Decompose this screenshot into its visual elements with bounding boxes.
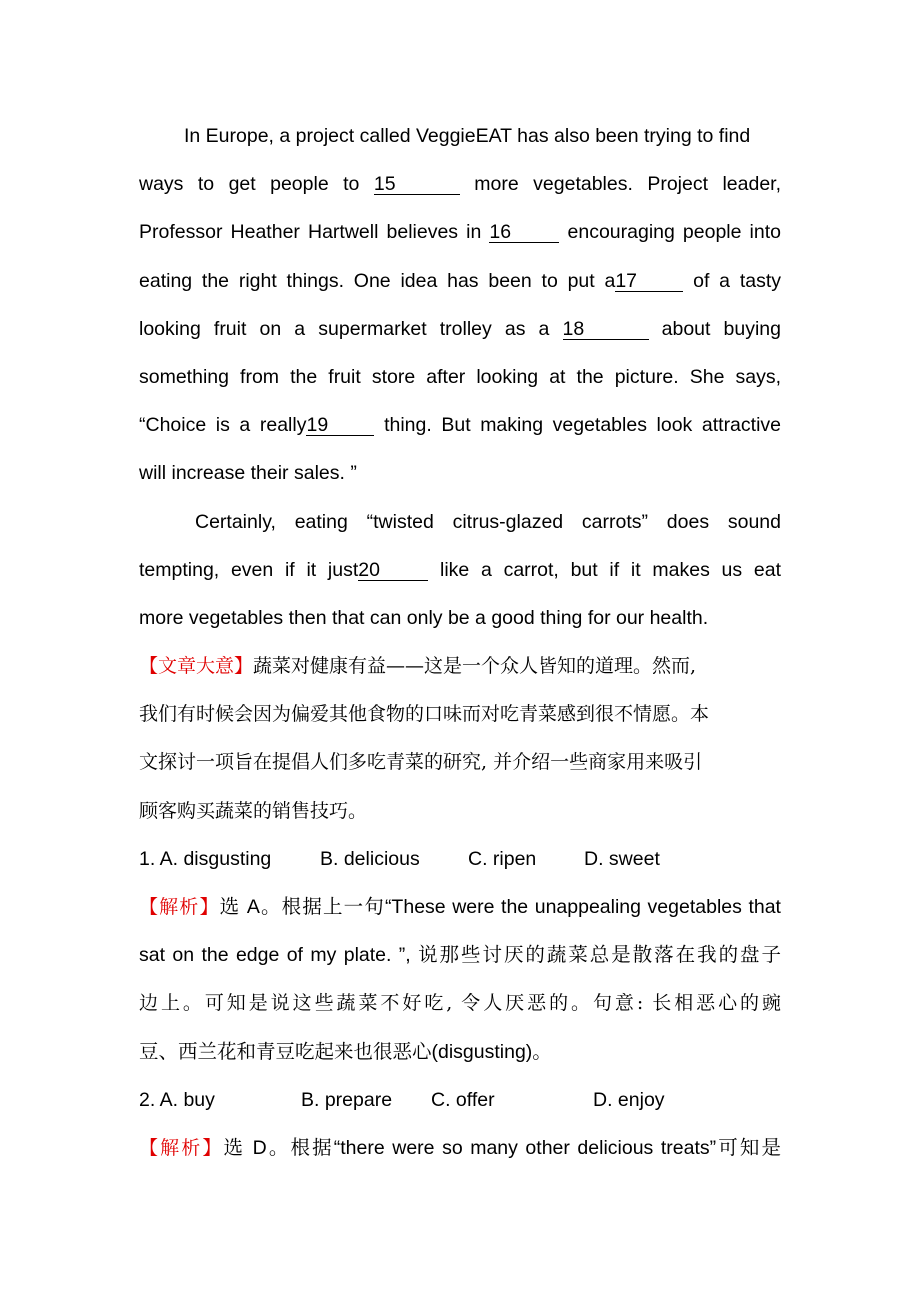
- summary-line: 我们有时候会因为偏爱其他食物的口味而对吃青菜感到很不情愿。本: [139, 703, 710, 726]
- passage-line: eating the right things. One idea has been to put a17 of a tasty: [139, 269, 782, 292]
- passage-line: In Europe, a project called VeggieEAT has also been trying to find: [184, 125, 751, 147]
- document-page: [139, 112, 781, 1172]
- blank-15: 15: [374, 174, 460, 195]
- blank-20: 20: [358, 560, 428, 581]
- passage-line: tempting, even if it just20 like a carrot, but if it makes us eat: [139, 558, 781, 581]
- passage-line: more vegetables then that can only be a good thing for our health.: [139, 606, 709, 629]
- passage-line: looking fruit on a supermarket trolley as a 18 about buying: [139, 317, 781, 340]
- blank-18: 18: [563, 319, 649, 340]
- passage-line: Professor Heather Hartwell believes in 16 encouraging people into: [139, 221, 782, 244]
- blank-17: 17: [615, 271, 683, 292]
- summary-line: 【文章大意】蔬菜对健康有益——这是一个众人皆知的道理。然而,: [139, 655, 697, 678]
- question-options: 1. A. disgusting B. delicious C. ripen D. sweet: [139, 847, 660, 870]
- question-options: 2. A. buy B. prepare C. offer D. enjoy: [139, 1088, 665, 1111]
- analysis-line: 【解析】选 D。根据“there were so many other delicious treats”可知是: [139, 1136, 781, 1159]
- passage-line: something from the fruit store after looking at the picture. She says,: [139, 365, 781, 388]
- analysis-line: 【解析】选 A。根据上一句“These were the unappealing vegetables that: [139, 896, 781, 918]
- analysis-line: 边上。可知是说这些蔬菜不好吃, 令人厌恶的。句意: 长相恶心的豌: [139, 992, 781, 1015]
- summary-line: 文探讨一项旨在提倡人们多吃青菜的研究, 并介绍一些商家用来吸引: [139, 751, 703, 774]
- summary-label: 【文章大意】: [139, 655, 254, 678]
- summary-line: 顾客购买蔬菜的销售技巧。: [139, 799, 368, 822]
- analysis-label: 【解析】: [139, 1136, 224, 1159]
- passage-line: Certainly, eating “twisted citrus-glazed carrots” does sound: [195, 510, 781, 533]
- analysis-line: 豆、西兰花和青豆吃起来也很恶心(disgusting)。: [139, 1040, 552, 1063]
- blank-19: 19: [306, 415, 374, 436]
- analysis-label: 【解析】: [139, 896, 220, 918]
- blank-16: 16: [489, 222, 559, 243]
- passage-line: will increase their sales. ”: [139, 462, 357, 485]
- analysis-line: sat on the edge of my plate. ”, 说那些讨厌的蔬菜总是散落在我的盘子: [139, 944, 781, 967]
- passage-line: ways to get people to 15 more vegetables. Project leader,: [139, 173, 782, 196]
- passage-line: “Choice is a really19 thing. But making vegetables look attractive: [139, 414, 781, 437]
